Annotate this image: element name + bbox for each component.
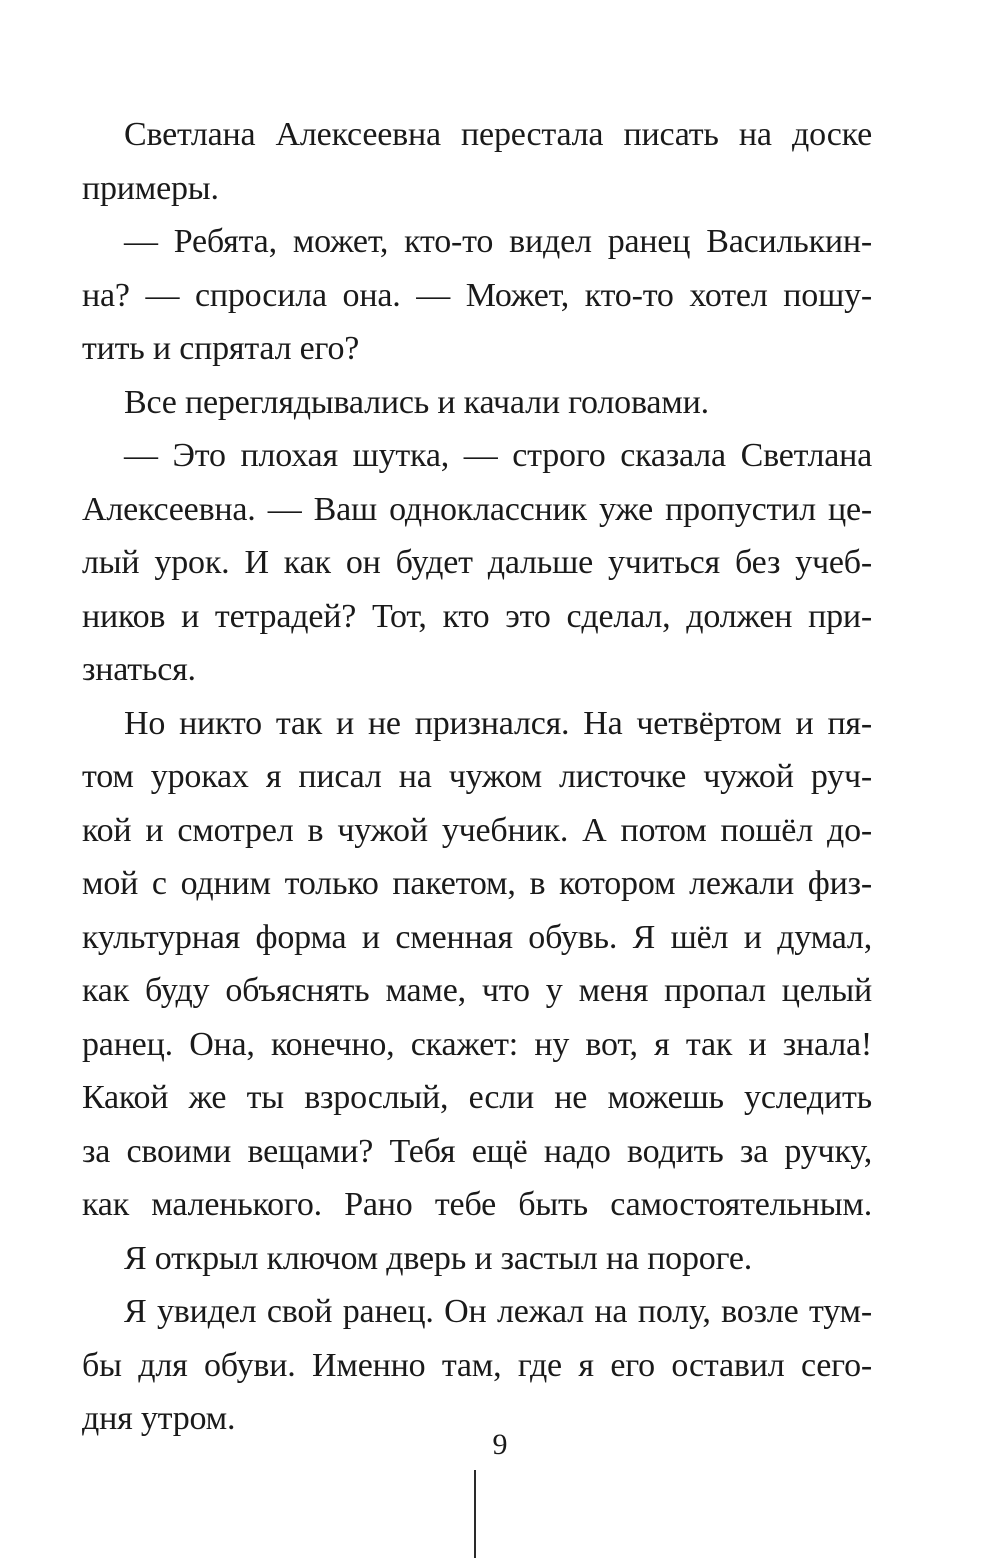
text-line: Алексеевна. — Ваш одноклассник уже пропустил це- (82, 490, 872, 528)
page-body (82, 108, 872, 1446)
text-line: том уроках я писал на чужом листочке чужой руч- (82, 758, 872, 795)
text-line: Я открыл ключом дверь и застыл на пороге. (124, 1239, 753, 1277)
text-line: как буду объяснять маме, что у меня пропал целый (82, 972, 872, 1009)
page-number: 9 (492, 1428, 508, 1461)
text-line: ников и тетрадей? Тот, кто это сделал, должен при- (82, 597, 872, 635)
text-line: Светлана Алексеевна перестала писать на доске (124, 116, 872, 153)
text-line: дня утром. (82, 1400, 236, 1437)
text-line: как маленького. Рано тебе быть самостоятельным. (82, 1186, 872, 1223)
text-line: Я увидел свой ранец. Он лежал на полу, возле тум- (124, 1293, 872, 1330)
text-line: за своими вещами? Тебя ещё надо водить за ручку, (82, 1132, 872, 1170)
text-line: лый урок. И как он будет дальше учиться без учеб- (82, 544, 872, 581)
text-line: кой и смотрел в чужой учебник. А потом пошёл до- (82, 811, 872, 849)
text-line: на? — спросила она. — Может, кто-то хотел пошу- (82, 276, 872, 314)
text-line: ранец. Она, конечно, скажет: ну вот, я так и знала! (82, 1025, 872, 1063)
text-line: бы для обуви. Именно там, где я его оставил сего- (82, 1346, 872, 1384)
text-line: примеры. (82, 169, 219, 207)
text-line: мой с одним только пакетом, в котором лежали физ- (82, 865, 872, 902)
page-number-rule (474, 1470, 476, 1558)
text-line: — Это плохая шутка, — строго сказала Светлана (124, 437, 872, 474)
text-line: культурная форма и сменная обувь. Я шёл и думал, (82, 918, 872, 956)
text-line: Все переглядывались и качали головами. (124, 383, 709, 421)
text-line: Какой же ты взрослый, если не можешь уследить (82, 1079, 872, 1116)
text-line: знаться. (82, 651, 196, 688)
text-line: тить и спрятал его? (82, 330, 360, 367)
text-line: Но никто так и не признался. На четвёртом и пя- (124, 704, 872, 742)
text-line: — Ребята, может, кто-то видел ранец Василькин- (124, 223, 872, 260)
text-block (82, 108, 872, 1446)
